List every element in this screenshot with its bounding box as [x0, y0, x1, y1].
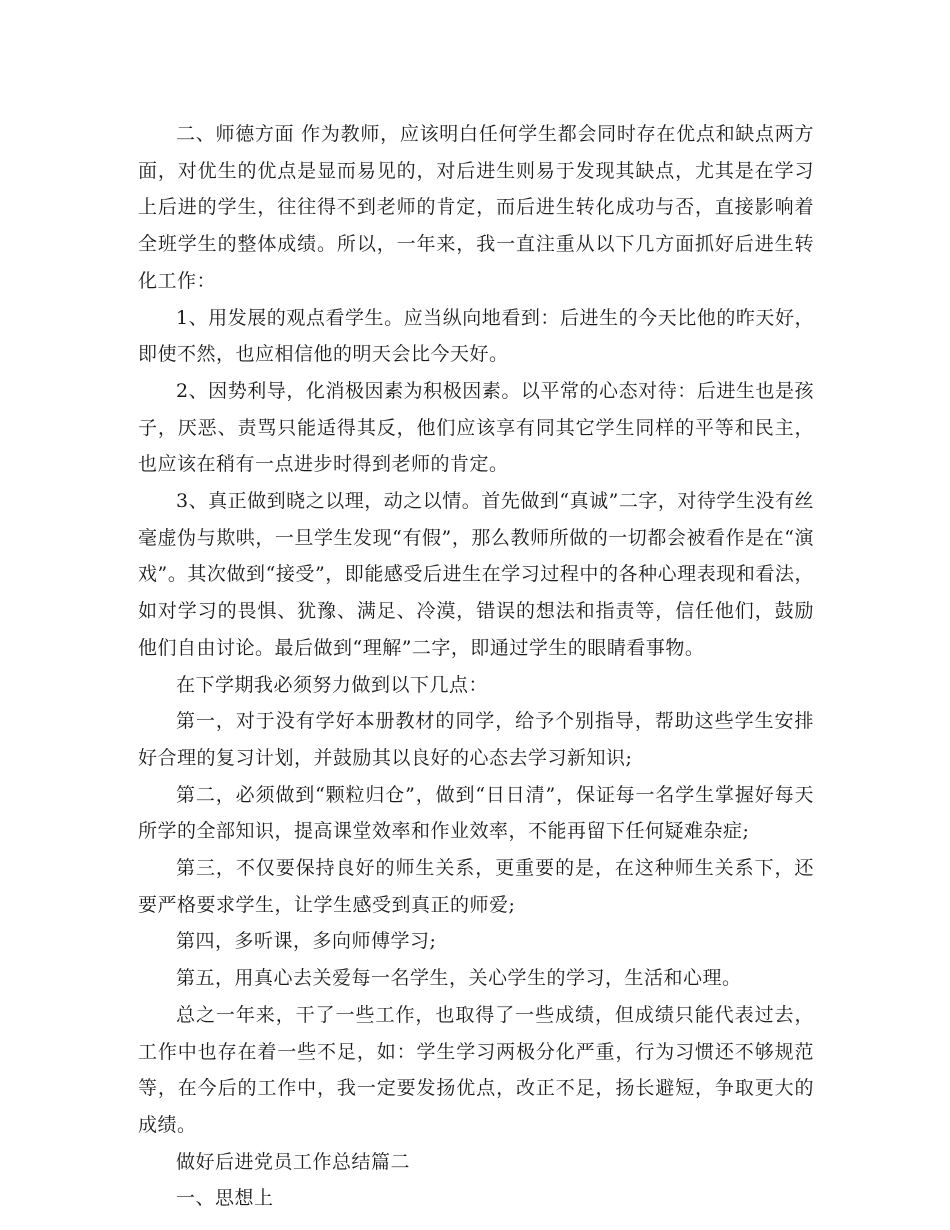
paragraph-next-term-intro: 在下学期我必须努力做到以下几点： [176, 673, 489, 696]
document-body [138, 116, 814, 1217]
paragraph-point-3: 3、真正做到晓之以理，动之以情。首先做到“真诚”二字，对待学生没有丝毫虚伪与欺哄，一旦学生发现“有假”，那么教师所做的一切都会被看作是在“演戏”。其次做到“接受”，即能感受后进生在学习过程中的各种心理表现和看法，如对学习的畏惧、犹豫、满足、冷漠，错误的想法和指责等，信任他们，鼓励他们自由讨论。最后做到“理解”二字，即通过学生的眼睛看事物。 [138, 490, 814, 659]
paragraph-third: 第三，不仅要保持良好的师生关系，更重要的是，在这种师生关系下，还要严格要求学生，让学生感受到真正的师爱; [138, 857, 814, 916]
paragraph-fifth: 第五，用真心去关爱每一名学生，关心学生的学习，生活和心理。 [176, 967, 742, 990]
paragraph-second: 第二，必须做到“颗粒归仓”，做到“日日清”，保证每一名学生掌握好每天所学的全部知识，提高课堂效率和作业效率，不能再留下任何疑难杂症; [138, 783, 814, 843]
paragraph-summary: 总之一年来，干了一些工作，也取得了一些成绩，但成绩只能代表过去，工作中也存在着一些不足，如：学生学习两极分化严重，行为习惯还不够规范等，在今后的工作中，我一定要发扬优点，改正不足，扬长避短，争取更大的成绩。 [138, 1003, 814, 1136]
paragraph-teacher-ethics: 二、师德方面 作为教师，应该明白任何学生都会同时存在优点和缺点两方面，对优生的优点是显而易见的，对后进生则易于发现其缺点，尤其是在学习上后进的学生，往往得不到老师的肯定，而后进生转化成功与否，直接影响着全班学生的整体成绩。所以，一年来，我一直注重从以下几方面抓好后进生转化工作： [138, 123, 814, 292]
paragraph-first: 第一，对于没有学好本册教材的同学，给予个别指导，帮助这些学生安排好合理的复习计划，并鼓励其以良好的心态去学习新知识; [138, 710, 814, 769]
paragraph-point-2: 2、因势利导，化消极因素为积极因素。以平常的心态对待：后进生也是孩子，厌恶、责骂只能适得其反，他们应该享有同其它学生同样的平等和民主，也应该在稍有一点进步时得到老师的肯定。 [138, 379, 814, 476]
paragraph-point-1: 1、用发展的观点看学生。应当纵向地看到：后进生的今天比他的昨天好，即使不然，也应相信他的明天会比今天好。 [138, 306, 814, 366]
section-heading-part-two: 做好后进党员工作总结篇二 [176, 1150, 411, 1173]
subheading-thought: 一、思想上 [176, 1187, 274, 1210]
paragraph-fourth: 第四，多听课，多向师傅学习; [176, 930, 437, 953]
